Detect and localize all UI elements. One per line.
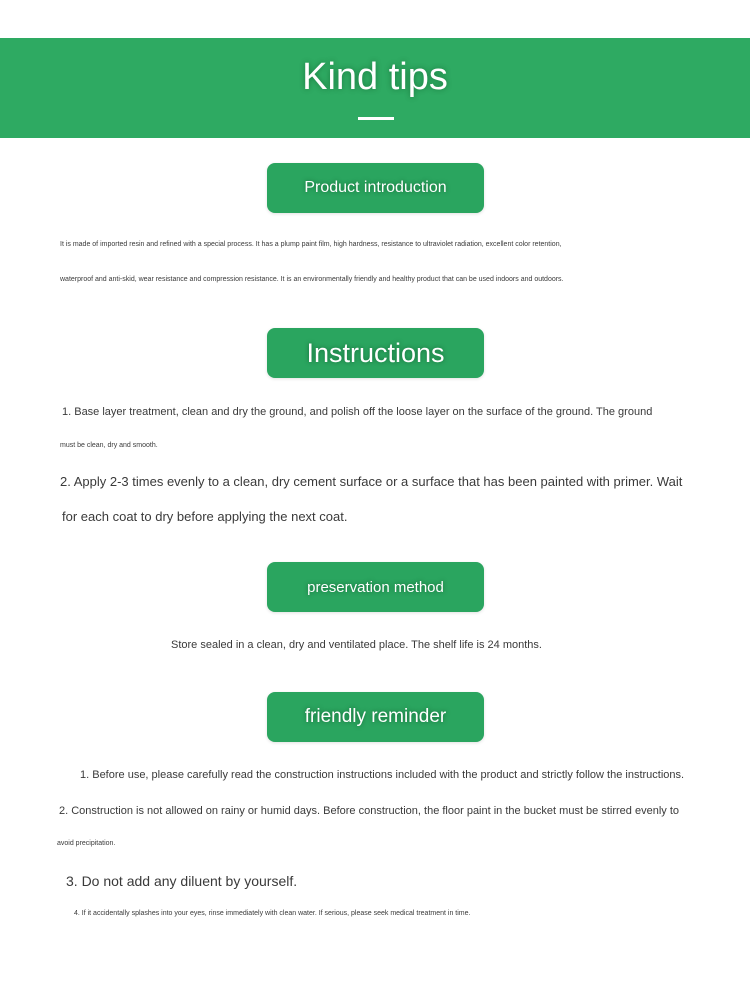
list-item: 1. Before use, please carefully read the construction instructions included with the product and strictly follow the instructions. xyxy=(80,769,685,781)
paragraph-line: Store sealed in a clean, dry and ventilated place. The shelf life is 24 months. xyxy=(171,639,542,651)
section-heading-preservation-method xyxy=(267,562,484,612)
list-item: 2. Construction is not allowed on rainy or humid days. Before construction, the floor paint in the bucket must be stirred evenly to xyxy=(59,805,679,817)
section-heading-product-introduction xyxy=(267,163,484,213)
section-heading-instructions xyxy=(267,328,484,378)
paragraph-line: waterproof and anti-skid, wear resistance and compression resistance. It is an environmentally friendly and healthy product that can be used indoors and outdoors. xyxy=(60,276,564,283)
page-title: Kind tips xyxy=(302,56,448,98)
list-item: must be clean, dry and smooth. xyxy=(60,442,158,449)
list-item: 3. Do not add any diluent by yourself. xyxy=(66,873,298,889)
title-underline xyxy=(358,117,394,120)
section-heading-label: Instructions xyxy=(306,337,445,368)
paragraph-line: It is made of imported resin and refined with a special process. It has a plump paint film, high hardness, resistance to ultraviolet radiation, excellent color retention, xyxy=(60,241,562,248)
list-item: for each coat to dry before applying the next coat. xyxy=(62,509,348,524)
section-heading-friendly-reminder xyxy=(267,692,484,742)
list-item: 4. If it accidentally splashes into your eyes, rinse immediately with clean water. If serious, please seek medical treatment in time. xyxy=(74,910,471,917)
list-item: 2. Apply 2-3 times evenly to a clean, dry cement surface or a surface that has been painted with primer. Wait xyxy=(60,474,683,489)
list-item: 1. Base layer treatment, clean and dry the ground, and polish off the loose layer on the surface of the ground. The ground xyxy=(62,406,653,418)
section-heading-label: preservation method xyxy=(307,578,444,596)
section-heading-label: friendly reminder xyxy=(304,706,447,727)
section-heading-label: Product introduction xyxy=(304,179,447,196)
header-banner xyxy=(0,38,750,138)
list-item: avoid precipitation. xyxy=(57,840,116,847)
